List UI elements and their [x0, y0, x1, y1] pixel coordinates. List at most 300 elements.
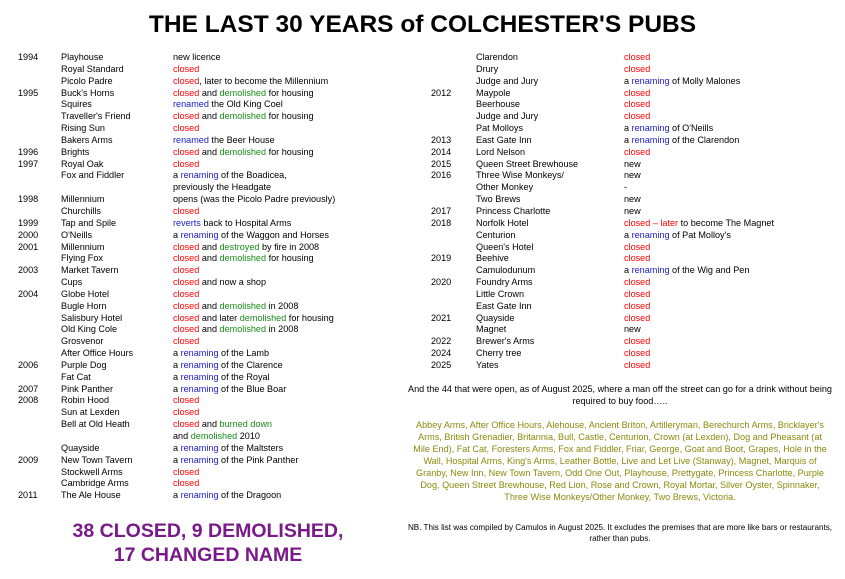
table-row — [431, 135, 831, 147]
row-pub-name: Flying Fox — [61, 253, 103, 264]
status-segment: to become The Magnet — [678, 217, 774, 228]
row-pub-name: Brights — [61, 146, 90, 157]
table-row — [18, 395, 398, 407]
status-segment: and — [199, 300, 220, 311]
row-pub-name: Millennium — [61, 241, 105, 252]
row-status — [173, 88, 314, 100]
row-pub-name: Maypole — [476, 87, 511, 98]
status-segment: new — [624, 194, 641, 205]
table-row — [431, 265, 831, 277]
status-segment: of Pat Molloy's — [669, 229, 731, 240]
table-row — [18, 419, 398, 431]
status-segment: closed — [173, 265, 200, 276]
status-segment: closed — [624, 288, 651, 299]
row-pub-name: Purple Dog — [61, 359, 107, 370]
status-segment: of the Royal — [218, 371, 270, 382]
row-status — [173, 455, 298, 467]
status-segment: closed — [173, 312, 200, 323]
table-row — [18, 455, 398, 467]
table-row — [18, 431, 398, 443]
row-year: 1997 — [18, 158, 39, 169]
status-segment: closed — [173, 407, 200, 418]
row-pub-name: Globe Hotel — [61, 288, 110, 299]
table-row — [18, 88, 398, 100]
status-segment: demolished — [190, 431, 238, 441]
row-pub-name: Buck's Horns — [61, 87, 115, 98]
table-row — [18, 135, 398, 147]
status-segment: closed — [173, 205, 200, 216]
row-pub-name: Lord Nelson — [476, 146, 526, 157]
table-row — [431, 88, 831, 100]
table-row — [18, 111, 398, 123]
status-segment: for housing — [266, 146, 314, 157]
row-status — [624, 324, 641, 336]
table-row — [431, 336, 831, 348]
row-status — [624, 52, 650, 64]
row-year: 2007 — [18, 383, 39, 394]
row-status — [624, 301, 650, 313]
row-status — [173, 431, 260, 443]
row-status — [173, 253, 314, 265]
status-segment: for housing — [286, 312, 334, 323]
row-pub-name: Millennium — [61, 194, 105, 205]
table-row — [18, 159, 398, 171]
status-segment: renaming — [180, 383, 219, 394]
status-segment: a — [624, 75, 632, 86]
table-row — [18, 182, 398, 194]
status-segment: closed — [624, 52, 651, 62]
table-row — [18, 478, 398, 490]
row-status — [173, 301, 298, 313]
status-segment: and later — [199, 312, 240, 323]
row-status — [624, 360, 650, 372]
status-segment: renaming — [180, 442, 219, 453]
row-year: 2003 — [18, 265, 39, 276]
status-segment: of the Clarence — [218, 359, 283, 370]
row-pub-name: The Ale House — [61, 490, 121, 501]
row-pub-name: Queen Street Brewhouse — [476, 158, 579, 169]
row-year: 2013 — [431, 134, 452, 145]
table-row — [18, 384, 398, 396]
row-pub-name: Bakers Arms — [61, 134, 113, 145]
table-row — [18, 348, 398, 360]
table-row — [18, 218, 398, 230]
row-year: 1995 — [18, 87, 39, 98]
status-segment: and — [173, 431, 191, 441]
status-segment: closed — [173, 87, 200, 98]
row-status — [624, 230, 731, 242]
row-status — [624, 64, 650, 76]
status-segment: for housing — [266, 87, 314, 98]
status-segment: closed — [173, 253, 200, 264]
row-status — [173, 64, 199, 76]
row-status — [624, 253, 650, 265]
table-row — [18, 336, 398, 348]
row-year: 2021 — [431, 312, 452, 323]
row-status — [624, 111, 650, 123]
status-segment: closed — [173, 288, 200, 299]
table-row — [18, 123, 398, 135]
row-status — [624, 147, 650, 159]
status-segment: destroyed — [219, 241, 260, 252]
table-row — [18, 277, 398, 289]
row-status — [624, 289, 650, 301]
row-year: 2001 — [18, 241, 39, 252]
status-segment: of the Waggon and Horses — [218, 229, 329, 240]
status-segment: demolished — [219, 146, 267, 157]
status-segment: renaming — [631, 265, 670, 276]
status-segment: closed — [624, 312, 651, 323]
status-segment: opens (was the Picolo Padre previously) — [173, 194, 336, 205]
status-segment: back to Hospital Arms — [200, 217, 292, 228]
status-segment: renaming — [180, 229, 219, 240]
status-segment: by fire in 2008 — [259, 241, 320, 252]
row-year: 1994 — [18, 52, 39, 62]
row-pub-name: Bugle Horn — [61, 300, 107, 311]
status-segment: renaming — [631, 134, 670, 145]
status-segment: closed — [624, 300, 651, 311]
row-pub-name: Old King Cole — [61, 324, 118, 335]
row-status — [173, 490, 281, 502]
row-year: 2008 — [18, 395, 39, 406]
row-status — [173, 218, 291, 230]
row-status — [624, 135, 739, 147]
status-segment: in 2008 — [266, 300, 299, 311]
status-segment: closed — [624, 99, 651, 110]
status-segment: new — [624, 324, 641, 335]
row-status — [624, 194, 641, 206]
status-segment: burned down — [219, 419, 273, 430]
open-pubs-list: Abbey Arms, After Office Hours, Alehouse, Ancient Briton, Artilleryman, Berechurch Arms, Bricklayer's Arms, British Grenadier, Britannia, Bull, Castle, Centurion, Crown (at Lexden), Dog and Pheasant (at Mile End), Fat Cat, Foresters Arms, Fox and Fiddler, Friar, George, Goat and Boot, Grapes, Hole in the Wall, Hospital Arms, King's Arms, Leather Bottle, Live and Let Live (Stanway), Magnet, Marquis of Granby, New Inn, New Town Tavern, Odd One Out, Playhouse, Prettygate, Princess Charlotte, Purple Dog, Queen Street Brewhouse, Red Lion, Rose and Crown, Royal Mortar, Silver Oyster, Spinnaker, Three Wise Monkeys/Other Monkey, Two Brews, Victoria. — [413, 420, 827, 502]
status-segment: demolished — [219, 253, 267, 264]
compilation-note: NB. This list was compiled by Camulos in August 2025. It excludes the premises that are more like bars or restaurants, rather than pubs. — [407, 523, 833, 543]
status-segment: closed — [173, 158, 200, 169]
open-pubs-intro: And the 44 that were open, as of August 2025, where a man off the street can go for a drink without being required to buy food….. — [408, 384, 832, 406]
table-row — [18, 206, 398, 218]
row-status — [173, 384, 286, 396]
row-pub-name: Beerhouse — [476, 99, 520, 110]
row-year: 2018 — [431, 217, 452, 228]
row-status — [173, 76, 328, 88]
row-status — [173, 182, 271, 194]
status-segment: the Beer House — [208, 134, 275, 145]
status-segment: renaming — [631, 75, 670, 86]
status-segment: and — [199, 111, 220, 122]
table-row — [431, 277, 831, 289]
table-row — [431, 348, 831, 360]
table-row — [431, 218, 831, 230]
table-row — [18, 76, 398, 88]
row-status — [173, 230, 329, 242]
status-segment: renaming — [631, 123, 670, 134]
table-row — [18, 242, 398, 254]
table-row — [18, 467, 398, 479]
table-row — [18, 147, 398, 159]
status-segment: closed — [624, 63, 651, 74]
status-segment: closed — [173, 395, 200, 406]
row-status — [173, 159, 199, 171]
row-pub-name: Fox and Fiddler — [61, 170, 125, 181]
table-row — [431, 360, 831, 372]
row-pub-name: Royal Oak — [61, 158, 104, 169]
summary — [18, 519, 398, 567]
row-pub-name: Queen's Hotel — [476, 241, 534, 252]
status-segment: new — [624, 158, 641, 169]
status-segment: closed — [173, 478, 200, 489]
row-status — [624, 348, 650, 360]
table-row — [431, 99, 831, 111]
status-segment: a — [173, 359, 181, 370]
row-status — [173, 52, 221, 64]
row-pub-name: Magnet — [476, 324, 507, 335]
row-status — [173, 395, 199, 407]
row-status — [624, 159, 641, 171]
status-segment: and now a shop — [199, 277, 267, 288]
table-row — [18, 490, 398, 502]
table-row — [431, 253, 831, 265]
row-pub-name: Pat Molloys — [476, 123, 524, 134]
row-pub-name: Pink Panther — [61, 383, 114, 394]
table-row — [431, 194, 831, 206]
table-row — [431, 111, 831, 123]
row-status — [173, 170, 287, 182]
status-segment: renaming — [180, 490, 219, 501]
row-year: 2025 — [431, 359, 452, 370]
status-segment: closed – later — [624, 217, 679, 228]
row-year: 2024 — [431, 348, 452, 359]
row-status — [173, 372, 270, 384]
table-row — [18, 360, 398, 372]
row-pub-name: Fat Cat — [61, 371, 91, 382]
table-row — [431, 289, 831, 301]
summary-line-1: 38 CLOSED, 9 DEMOLISHED, — [72, 520, 344, 542]
status-segment: a — [624, 229, 632, 240]
status-segment: new licence — [173, 52, 221, 62]
row-status — [173, 242, 319, 254]
status-segment: - — [624, 182, 628, 193]
status-segment: renamed — [173, 99, 209, 110]
row-pub-name: Cherry tree — [476, 348, 522, 359]
row-pub-name: Playhouse — [61, 52, 104, 62]
status-segment: closed — [173, 324, 200, 335]
status-segment: closed — [624, 336, 651, 347]
row-pub-name: Picolo Padre — [61, 75, 113, 86]
row-pub-name: Camulodunum — [476, 265, 536, 276]
status-segment: for housing — [266, 111, 314, 122]
table-row — [18, 443, 398, 455]
row-pub-name: New Town Tavern — [61, 454, 133, 465]
table-row — [18, 407, 398, 419]
status-segment: a — [624, 123, 632, 134]
status-segment: of the Maltsters — [218, 442, 284, 453]
row-year: 1999 — [18, 217, 39, 228]
row-status — [624, 242, 650, 254]
table-row — [18, 194, 398, 206]
table-row — [18, 64, 398, 76]
status-segment: reverts — [173, 217, 201, 228]
row-pub-name: Quayside — [61, 442, 100, 453]
table-row — [18, 99, 398, 111]
status-segment: closed — [173, 123, 200, 134]
status-segment: demolished — [219, 87, 267, 98]
status-segment: a — [173, 170, 181, 181]
table-row — [431, 242, 831, 254]
status-segment: and — [199, 324, 220, 335]
table-row — [431, 313, 831, 325]
table-row — [431, 230, 831, 242]
table-row — [18, 324, 398, 336]
row-status — [173, 348, 269, 360]
row-status — [173, 265, 199, 277]
status-segment: for housing — [266, 253, 314, 264]
status-segment: of the Boadicea, — [218, 170, 287, 181]
table-row — [18, 170, 398, 182]
status-segment: renaming — [180, 454, 219, 465]
row-pub-name: East Gate Inn — [476, 134, 532, 145]
table-row — [431, 123, 831, 135]
row-status — [173, 443, 283, 455]
status-segment: renaming — [180, 170, 219, 181]
status-segment: renamed — [173, 134, 209, 145]
table-row — [431, 324, 831, 336]
status-segment: , later to become the Millennium — [199, 75, 329, 86]
status-segment: of the Clarendon — [669, 134, 740, 145]
row-year: 2006 — [18, 359, 39, 370]
row-status — [173, 478, 199, 490]
row-pub-name: Robin Hood — [61, 395, 110, 406]
row-status — [173, 407, 199, 419]
row-status — [624, 265, 749, 277]
row-year: 2004 — [18, 288, 39, 299]
status-segment: of the Lamb — [218, 348, 270, 359]
row-year: 2017 — [431, 205, 452, 216]
status-segment: closed — [173, 466, 200, 477]
status-segment: demolished — [219, 324, 267, 335]
row-status — [173, 289, 199, 301]
status-segment: in 2008 — [266, 324, 299, 335]
table-row — [18, 52, 398, 64]
table-row — [431, 159, 831, 171]
row-pub-name: Quayside — [476, 312, 515, 323]
row-status — [173, 467, 199, 479]
row-pub-name: O'Neills — [61, 229, 93, 240]
table-row — [431, 170, 831, 182]
row-year: 2011 — [18, 490, 38, 501]
row-pub-name: Royal Standard — [61, 63, 124, 74]
status-segment: renaming — [180, 359, 219, 370]
row-pub-name: Judge and Jury — [476, 75, 539, 86]
status-segment: closed — [624, 253, 651, 264]
status-segment: and — [199, 87, 220, 98]
row-pub-name: Norfolk Hotel — [476, 217, 529, 228]
row-status — [173, 336, 199, 348]
row-pub-name: Tap and Spile — [61, 217, 117, 228]
left-column — [18, 52, 398, 502]
status-segment: a — [624, 265, 632, 276]
row-year: 1998 — [18, 194, 39, 205]
status-segment: a — [173, 371, 181, 382]
row-pub-name: After Office Hours — [61, 348, 134, 359]
status-segment: a — [173, 229, 181, 240]
status-segment: closed — [173, 419, 200, 430]
table-row — [431, 52, 831, 64]
row-pub-name: Grosvenor — [61, 336, 104, 347]
status-segment: closed — [624, 87, 651, 98]
status-segment: closed — [173, 63, 200, 74]
row-pub-name: Rising Sun — [61, 123, 105, 134]
row-pub-name: Bell at Old Heath — [61, 419, 130, 430]
status-segment: renaming — [180, 348, 219, 359]
row-status — [173, 123, 199, 135]
row-status — [173, 313, 334, 325]
row-status — [624, 277, 650, 289]
row-status — [624, 336, 650, 348]
row-status — [173, 135, 275, 147]
status-segment: closed — [173, 111, 200, 122]
table-row — [431, 76, 831, 88]
table-row — [18, 230, 398, 242]
status-segment: a — [173, 454, 181, 465]
status-segment: of the Pink Panther — [218, 454, 299, 465]
row-status — [173, 111, 314, 123]
row-year: 2012 — [431, 87, 452, 98]
row-status — [173, 419, 272, 431]
row-status — [173, 324, 298, 336]
status-segment: and — [199, 253, 220, 264]
row-pub-name: Brewer's Arms — [476, 336, 535, 347]
row-status — [624, 88, 650, 100]
row-pub-name: Clarendon — [476, 52, 518, 62]
status-segment: a — [173, 490, 181, 501]
row-year: 2014 — [431, 146, 452, 157]
status-segment: closed — [173, 336, 200, 347]
right-column — [431, 52, 831, 372]
status-segment: of Molly Malones — [669, 75, 741, 86]
row-pub-name: Squires — [61, 99, 92, 110]
row-pub-name: Little Crown — [476, 288, 525, 299]
row-pub-name: Beehive — [476, 253, 509, 264]
row-pub-name: Traveller's Friend — [61, 111, 131, 122]
row-status — [173, 360, 283, 372]
status-segment: closed — [624, 348, 651, 359]
row-pub-name: Princess Charlotte — [476, 205, 551, 216]
row-year: 2019 — [431, 253, 452, 264]
row-pub-name: Market Tavern — [61, 265, 119, 276]
row-pub-name: Foundry Arms — [476, 277, 533, 288]
table-row — [18, 313, 398, 325]
status-segment: a — [173, 442, 181, 453]
table-row — [431, 301, 831, 313]
row-status — [624, 170, 641, 182]
row-pub-name: Two Brews — [476, 194, 521, 205]
row-pub-name: Judge and Jury — [476, 111, 539, 122]
table-row — [431, 147, 831, 159]
row-pub-name: Drury — [476, 63, 499, 74]
status-segment: of the Dragoon — [218, 490, 282, 501]
table-row — [431, 206, 831, 218]
status-segment: a — [173, 383, 181, 394]
status-segment: demolished — [219, 111, 267, 122]
status-segment: new — [624, 170, 641, 181]
row-pub-name: Salisbury Hotel — [61, 312, 123, 323]
status-segment: closed — [173, 146, 200, 157]
status-segment: 2010 — [237, 431, 260, 441]
row-year: 1996 — [18, 146, 39, 157]
status-segment: a — [173, 348, 181, 359]
table-row — [18, 301, 398, 313]
status-segment: new — [624, 205, 641, 216]
status-segment: renaming — [180, 371, 219, 382]
